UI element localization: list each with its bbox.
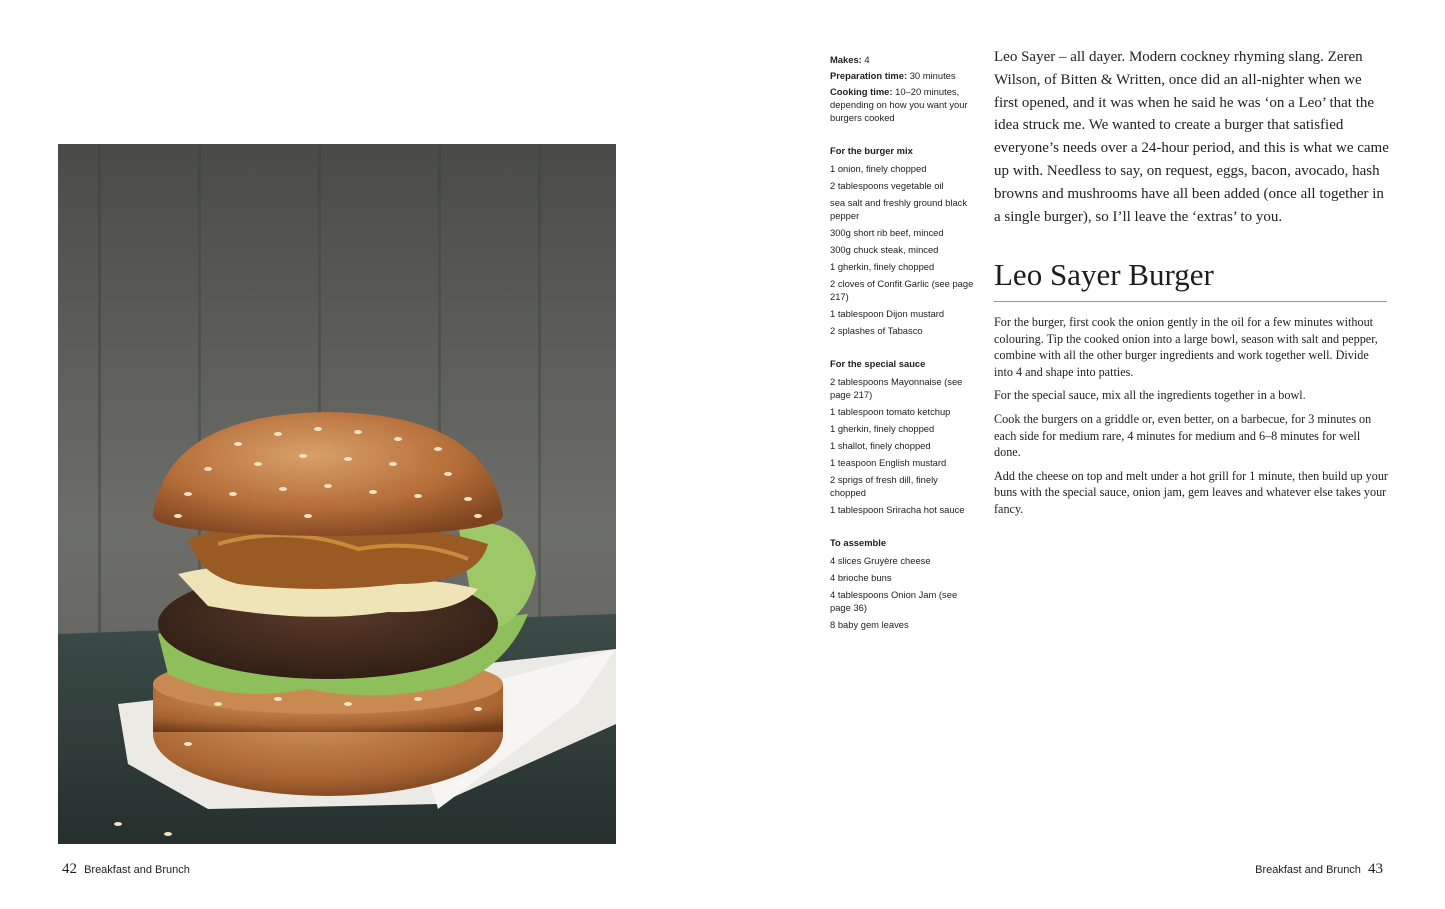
ingredient-item: 2 tablespoons Mayonnaise (see page 217) bbox=[830, 376, 963, 400]
ingredient-item: 2 splashes of Tabasco bbox=[830, 325, 923, 336]
ingredient-item: 1 tablespoon Dijon mustard bbox=[830, 308, 945, 319]
ingredient-section-heading: For the special sauce bbox=[830, 358, 926, 369]
left-page-section: Breakfast and Brunch bbox=[84, 864, 190, 876]
cook-time-label: Cooking time: bbox=[830, 86, 893, 97]
ingredient-item: 2 cloves of Confit Garlic (see page 217) bbox=[830, 278, 974, 302]
makes-label: Makes: bbox=[830, 54, 862, 65]
right-page-section: Breakfast and Brunch bbox=[1255, 864, 1361, 876]
ingredient-item: 300g chuck steak, minced bbox=[830, 244, 939, 255]
ingredient-item: 1 onion, finely chopped bbox=[830, 163, 927, 174]
intro-paragraph: Leo Sayer – all dayer. Modern cockney rhyming slang. Zeren Wilson, of Bitten & Written, once did an all-nighter when we first opened, and it was when he said he was ‘on a Leo’ that the idea struck me. We wanted to create a burger that satisfied everyone’s needs over a 24-hour period, and this is what we came up with. Needless to say, on request, eggs, bacon, avocado, hash browns and mushrooms have all been added (once all together in a single burger), so I’ll leave the ‘extras’ to you. bbox=[994, 49, 1389, 225]
makes-line bbox=[830, 53, 975, 66]
ingredient-item: sea salt and freshly ground black pepper bbox=[830, 197, 968, 221]
ingredient-item: 4 slices Gruyère cheese bbox=[830, 555, 931, 566]
prep-time-value: 30 minutes bbox=[909, 70, 956, 81]
ingredient-item: 300g short rib beef, minced bbox=[830, 227, 944, 238]
prep-time-label: Preparation time: bbox=[830, 70, 908, 81]
ingredient-item: 1 teaspoon English mustard bbox=[830, 457, 947, 468]
ingredient-section-heading: For the burger mix bbox=[830, 145, 913, 156]
cook-time-value: 10–20 minutes, depending on how you want your burgers cooked bbox=[830, 86, 968, 123]
ingredient-item: 2 tablespoons vegetable oil bbox=[830, 180, 944, 191]
burger-photo bbox=[58, 144, 616, 844]
ingredient-section-heading: To assemble bbox=[830, 537, 887, 548]
ingredients-column bbox=[830, 53, 975, 635]
method-step: Cook the burgers on a griddle or, even better, on a barbecue, for 3 minutes on each side for medium rare, 4 minutes for medium and 6–8 minutes for well done. bbox=[994, 411, 1372, 460]
left-page-footer bbox=[58, 861, 190, 878]
ingredient-item: 8 baby gem leaves bbox=[830, 619, 909, 630]
method-step: Add the cheese on top and melt under a hot grill for 1 minute, then build up your buns with the special sauce, onion jam, gem leaves and whatever else takes your fancy. bbox=[994, 468, 1388, 516]
method-step: For the special sauce, mix all the ingredients together in a bowl. bbox=[994, 388, 1306, 403]
ingredient-item: 2 sprigs of fresh dill, finely chopped bbox=[830, 474, 938, 498]
method-step: For the burger, first cook the onion gently in the oil for a few minutes without colouring. Tip the cooked onion into a large bowl, season with salt and pepper, combine with all the other burger ingredients and work together well. Divide into 4 and shape into patties. bbox=[994, 315, 1378, 379]
right-page-number: 43 bbox=[1368, 861, 1383, 877]
recipe-title: Leo Sayer Burger bbox=[994, 256, 1387, 302]
prep-time-line bbox=[830, 69, 975, 82]
ingredient-item: 1 gherkin, finely chopped bbox=[830, 423, 935, 434]
ingredient-item: 4 tablespoons Onion Jam (see page 36) bbox=[830, 589, 958, 613]
ingredient-item: 4 brioche buns bbox=[830, 572, 892, 583]
cook-time-line bbox=[830, 85, 975, 124]
ingredient-item: 1 tablespoon Sriracha hot sauce bbox=[830, 504, 965, 515]
intro-text bbox=[994, 46, 1389, 228]
left-page-number: 42 bbox=[62, 861, 77, 877]
burger-illustration bbox=[58, 144, 616, 844]
ingredient-item: 1 gherkin, finely chopped bbox=[830, 261, 935, 272]
method-text bbox=[994, 314, 1388, 525]
makes-value: 4 bbox=[864, 54, 870, 65]
right-page-footer bbox=[1255, 861, 1387, 878]
ingredient-item: 1 shallot, finely chopped bbox=[830, 440, 931, 451]
ingredient-item: 1 tablespoon tomato ketchup bbox=[830, 406, 951, 417]
